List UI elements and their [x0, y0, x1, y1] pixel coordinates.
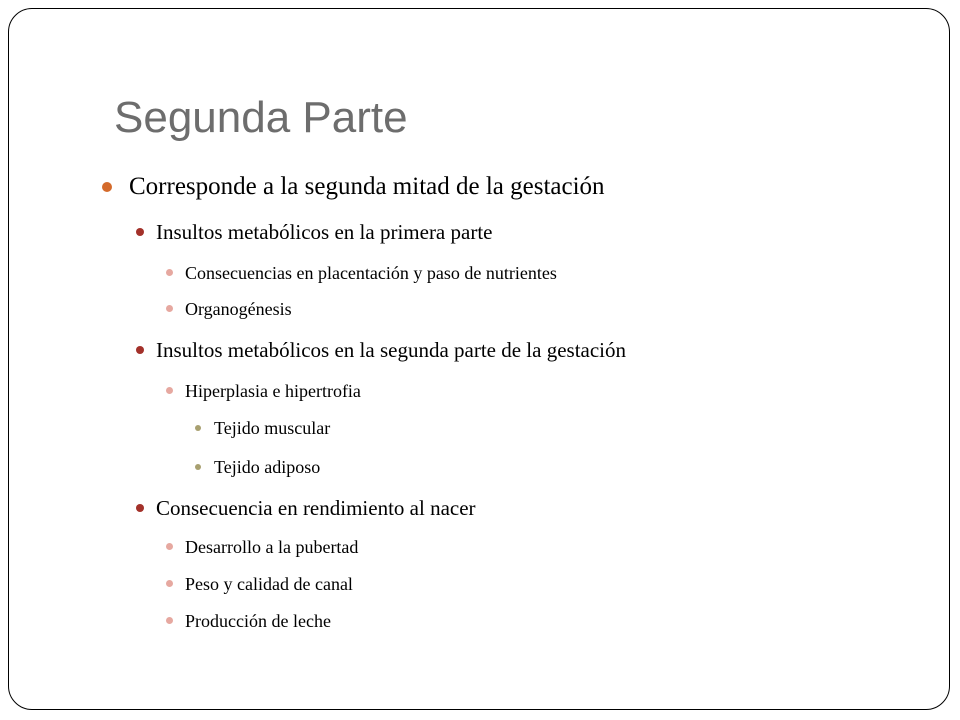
bullet-dot-icon — [166, 387, 173, 394]
bullet-text: Consecuencias en placentación y paso de nutrientes — [185, 263, 557, 283]
bullet-item-level3 — [185, 536, 358, 558]
bullet-text: Tejido adiposo — [214, 457, 321, 477]
slide-title: Segunda Parte — [114, 93, 408, 142]
bullet-dot-icon — [166, 305, 173, 312]
bullet-item-level2 — [156, 219, 492, 245]
bullet-item-level3 — [185, 573, 353, 595]
bullet-text: Tejido muscular — [214, 418, 331, 438]
bullet-text: Consecuencia en rendimiento al nacer — [156, 496, 476, 520]
bullet-dot-icon — [166, 543, 173, 550]
bullet-text: Organogénesis — [185, 299, 292, 319]
bullet-text: Producción de leche — [185, 611, 331, 631]
bullet-item-level4 — [214, 456, 320, 478]
bullet-item-level1 — [129, 172, 605, 202]
bullet-item-level3 — [185, 380, 361, 402]
bullet-text: Peso y calidad de canal — [185, 574, 353, 594]
bullet-text: Desarrollo a la pubertad — [185, 537, 359, 557]
bullet-item-level4 — [214, 417, 330, 439]
bullet-item-level3 — [185, 610, 331, 632]
bullet-dot-icon — [136, 228, 144, 236]
bullet-item-level3 — [185, 262, 557, 284]
bullet-dot-icon — [195, 425, 201, 431]
bullet-text: Insultos metabólicos en la segunda parte de la gestación — [156, 338, 627, 362]
bullet-text: Insultos metabólicos en la primera parte — [156, 220, 493, 244]
bullet-dot-icon — [195, 464, 201, 470]
bullet-text: Hiperplasia e hipertrofia — [185, 381, 361, 401]
bullet-item-level3 — [185, 298, 292, 320]
bullet-dot-icon — [166, 617, 173, 624]
slide-frame — [8, 8, 950, 710]
bullet-dot-icon — [166, 269, 173, 276]
bullet-text: Corresponde a la segunda mitad de la gestación — [129, 173, 605, 200]
bullet-dot-icon — [166, 580, 173, 587]
bullet-dot-icon — [136, 346, 144, 354]
bullet-item-level2 — [156, 337, 626, 363]
bullet-dot-icon — [136, 504, 144, 512]
bullet-item-level2 — [156, 495, 476, 521]
bullet-dot-icon — [102, 182, 112, 192]
